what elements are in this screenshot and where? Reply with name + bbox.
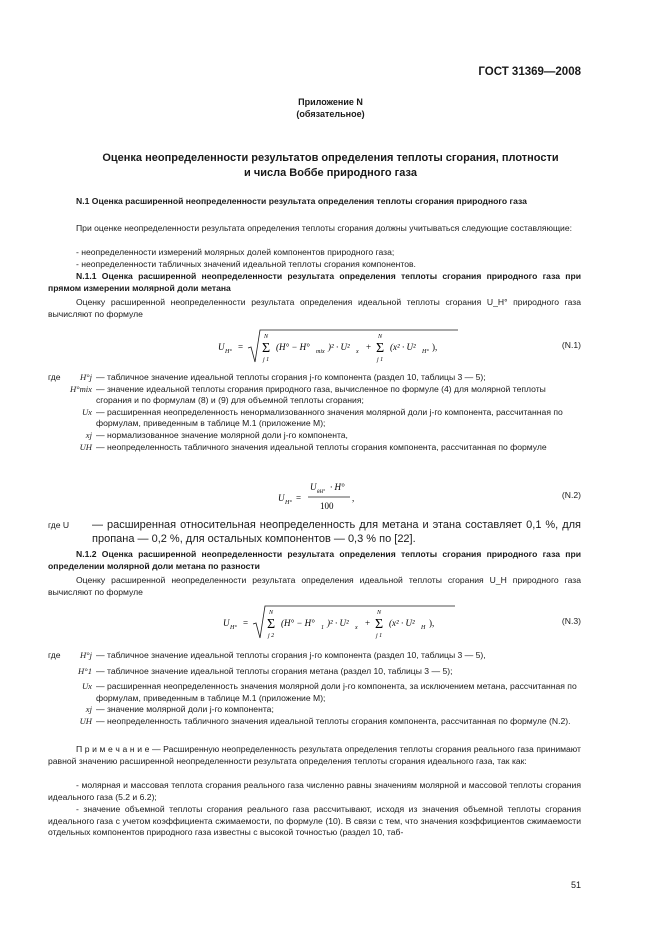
- definition-row: [48, 384, 581, 407]
- where-label-1: где: [48, 372, 61, 382]
- formula-n2-denominator: 100: [320, 501, 334, 511]
- definition-symbol: H°1: [78, 665, 92, 676]
- section-n12-intro: Оценку расширенной неопределенности результата определения идеальной теплоты сгорания U_H природного газа вычисляют по формуле: [48, 575, 581, 597]
- definition-row: [48, 430, 581, 442]
- svg-text:(x² · U²: (x² · U²: [389, 618, 415, 628]
- formula-n3-number: (N.3): [561, 616, 581, 626]
- svg-text:j 2: j 2: [268, 633, 275, 639]
- svg-text:1: 1: [321, 625, 324, 631]
- definition-text: — неопределенность табличного значения идеальной теплоты сгорания компонента, рассчитанная по формуле (N.2).: [96, 715, 571, 726]
- svg-text:(x² · U²: (x² · U²: [390, 342, 416, 352]
- svg-text:Σ: Σ: [375, 617, 384, 632]
- definition-text: — табличное значение идеальной теплоты сгорания метана (раздел 10, таблицы 3 — 5);: [96, 665, 453, 676]
- section-n11-heading: N.1.1 Оценка расширенной неопределенности результата определения теплоты сгорания природного газа при прямом измерении молярной доли метана: [48, 271, 581, 293]
- definitions-n3: [48, 650, 581, 728]
- svg-text:N: N: [264, 334, 269, 340]
- svg-text:(H° − H°: (H° − H°: [276, 342, 310, 352]
- note-paragraph-1: П р и м е ч а н и е — Расширенную неопределенность результата определения теплоты сгорания реального газа принимают равной значению расширенной неопределенности результата определения теплоты сгорания идеального газа, так как:: [48, 744, 581, 766]
- definition-symbol: UH: [79, 715, 92, 726]
- svg-text:=: =: [243, 618, 249, 628]
- svg-text:H°: H°: [225, 349, 232, 355]
- svg-text:θH°: θH°: [317, 490, 326, 495]
- definition-text: — табличное значение идеальной теплоты сгорания j-го компонента (раздел 10, таблицы 3 — 5),: [96, 650, 486, 660]
- page-number: 51: [570, 880, 581, 890]
- section-n1-heading: N.1 Оценка расширенной неопределенности результата определения теплоты сгорания природного газа: [76, 196, 527, 206]
- svg-text:=: =: [296, 493, 302, 503]
- svg-text:H°: H°: [422, 349, 429, 355]
- definition-symbol: UH: [79, 441, 92, 452]
- definition-text: — расширенная неопределенность ненормализованного значения молярной доли j-го компонента, рассчитанная по формулам, приведенным в таблице M.1 (приложение M);: [96, 406, 563, 429]
- formula-n3-image: [223, 604, 463, 642]
- definition-row: [48, 372, 581, 384]
- definition-symbol: xj: [85, 429, 92, 440]
- formula-n1-image: [218, 328, 458, 366]
- definition-symbol: xj: [85, 704, 92, 715]
- svg-text:),: ),: [432, 342, 438, 352]
- definition-row: [48, 704, 581, 716]
- section-n1-item1: - неопределенности измерений молярных долей компонентов природного газа;: [76, 247, 395, 257]
- svg-text:x: x: [356, 349, 359, 355]
- definition-row: [48, 716, 581, 728]
- document-title-line1: Оценка неопределенности результатов определения теплоты сгорания, плотности: [102, 152, 559, 164]
- definition-symbol: H°j: [79, 372, 92, 382]
- standard-number: ГОСТ 31369—2008: [478, 66, 581, 78]
- definition-text: — неопределенность табличного значения идеальной теплоты сгорания компонента, рассчитанная по формуле: [96, 441, 547, 452]
- definition-text: — табличное значение идеальной теплоты сгорания j-го компонента (раздел 10, таблицы 3 — 5);: [96, 372, 486, 382]
- svg-text:=: =: [238, 342, 244, 352]
- svg-text:)² · U²: )² · U²: [328, 342, 350, 352]
- svg-text:U: U: [223, 618, 230, 628]
- section-n1-item2: - неопределенности табличных значений идеальной теплоты сгорания компонентов.: [76, 259, 416, 269]
- definition-text: — значение молярной доли j-го компонента;: [96, 704, 274, 715]
- note-paragraph-3: - значение объемной теплоты сгорания реального газа рассчитывают, исходя из значения объемной теплоты сгорания идеального газа с учетом коэффициента сжимаемости, по формуле (10). В связи с тем, что значения коэффициентов сжимаемости отдельных компонентов природного газа известны с высокой точностью (раздел 10, таб-: [48, 804, 581, 838]
- section-n12-heading: N.1.2 Оценка расширенной неопределенности результата определения теплоты сгорания природного газа при определении молярной доли метана по разности: [48, 549, 581, 571]
- svg-text:j 1: j 1: [377, 357, 384, 363]
- svg-text:N: N: [378, 334, 383, 340]
- definition-symbol: Ux: [81, 406, 92, 417]
- document-title-line2: и числа Воббе природного газа: [244, 167, 417, 179]
- section-n11-intro: Оценку расширенной неопределенности результата определения идеальной теплоты сгорания U_H° природного газа вычисляют по формуле: [48, 297, 581, 319]
- svg-text:mix: mix: [316, 349, 325, 355]
- definition-row: [48, 650, 581, 662]
- formula-n2: [48, 478, 581, 518]
- formula-n1-number: (N.1): [561, 340, 581, 350]
- where-2-text: — расширенная относительная неопределенность для метана и этана составляет 0,1 %, для пропана — 0,2 %, для остальных компонентов — 0,3 % по [22].: [92, 519, 581, 545]
- svg-text:)² · U²: )² · U²: [327, 618, 349, 628]
- svg-text:j 1: j 1: [376, 633, 383, 639]
- svg-text:U: U: [310, 482, 317, 492]
- svg-text:H°: H°: [285, 500, 292, 506]
- definition-row: [48, 681, 581, 704]
- definition-text: — нормализованное значение молярной доли j-го компонента,: [96, 429, 348, 440]
- svg-text:H: H: [421, 625, 426, 631]
- where-label-2: где U: [48, 520, 70, 530]
- svg-text:),: ),: [429, 618, 435, 628]
- formula-n2-number: (N.2): [561, 490, 581, 500]
- definition-symbol: H°mix: [69, 383, 92, 394]
- definition-row: [48, 407, 581, 430]
- svg-text:(H° − H°: (H° − H°: [281, 618, 315, 628]
- appendix-subtitle: (обязательное): [296, 109, 365, 119]
- definition-text: — значение идеальной теплоты сгорания природного газа, вычисленное по формуле (4) для молярной теплоты сгорания и по формулам (8) и (9) для объемной теплоты сгорания;: [96, 383, 546, 406]
- definition-symbol: H°j: [79, 650, 92, 660]
- formula-n1: [48, 328, 581, 368]
- appendix-title: Приложение N: [298, 97, 363, 107]
- svg-text:· H°: · H°: [330, 482, 345, 492]
- svg-text:Σ: Σ: [267, 617, 276, 632]
- svg-text:j 1: j 1: [263, 357, 270, 363]
- definition-symbol: Ux: [81, 681, 92, 692]
- svg-text:H°: H°: [230, 625, 237, 631]
- appendix-heading: [0, 96, 661, 120]
- svg-text:+: +: [366, 342, 372, 352]
- svg-text:N: N: [269, 610, 274, 616]
- svg-text:x: x: [355, 625, 358, 631]
- svg-text:U: U: [218, 342, 225, 352]
- svg-text:U: U: [278, 493, 285, 503]
- definition-row: [48, 666, 581, 678]
- document-title: [0, 151, 661, 181]
- svg-text:,: ,: [352, 493, 355, 503]
- svg-text:N: N: [377, 610, 382, 616]
- definitions-n1: [48, 372, 581, 453]
- formula-n2-image: [278, 478, 398, 514]
- definition-row: [48, 442, 581, 454]
- svg-text:+: +: [365, 618, 371, 628]
- definition-text: — расширенная неопределенность значения молярной доли j-го компонента, за исключением метана, рассчитанная по формулам, приведенным в таблице M.1 (приложение M);: [96, 681, 577, 703]
- svg-text:Σ: Σ: [376, 341, 385, 356]
- svg-text:Σ: Σ: [262, 341, 271, 356]
- formula-n3: [48, 604, 581, 644]
- where-label-3: где: [48, 650, 61, 660]
- section-n1-intro: При оценке неопределенности результата определения теплоты сгорания должны учитываться следующие составляющие:: [76, 223, 573, 233]
- note-paragraph-2: - молярная и массовая теплота сгорания реального газа численно равны значениям молярной и массовой теплоты сгорания идеального газа (5.2 и 6.2);: [48, 780, 581, 802]
